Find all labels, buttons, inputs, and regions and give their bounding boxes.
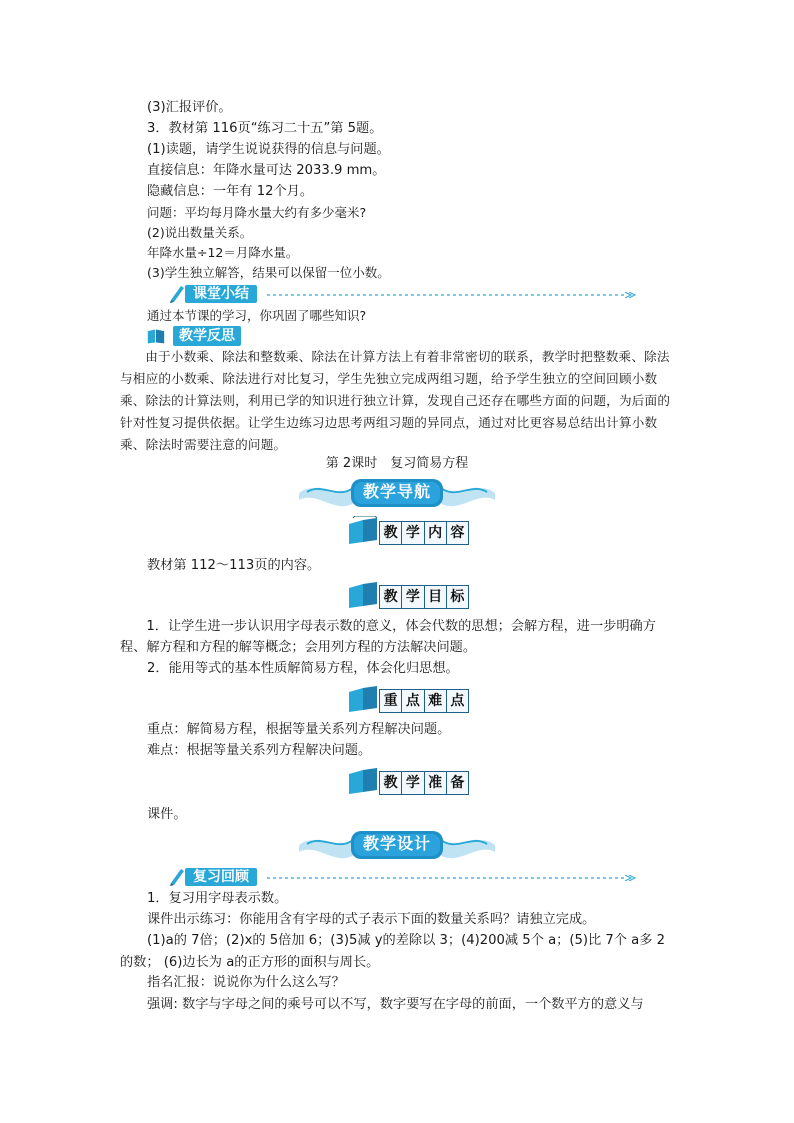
heading-box (379, 689, 469, 713)
key-point: 重点：解简易方程，根据等量关系列方程解决问题。 (147, 722, 451, 737)
heading-char: 目 (425, 586, 447, 608)
text-line: (1)读题，请学生说说获得的信息与问题。 (147, 142, 390, 157)
book-icon (347, 684, 381, 714)
heading-char: 内 (425, 522, 447, 544)
text-line: 直接信息：年降水量可达 2033.9 mm。 (147, 163, 386, 178)
review-item: 1．复习用字母表示数。 (147, 891, 288, 906)
text-line: 3．教材第 116页“练习二十五”第 5题。 (147, 121, 383, 136)
text-line: (3)学生独立解答，结果可以保留一位小数。 (147, 265, 390, 280)
ribbon-title: 教学导航 (362, 482, 431, 501)
book-icon (347, 580, 381, 610)
section-summary-header (147, 283, 647, 305)
ribbon-title: 教学设计 (362, 834, 431, 853)
heading-char: 教 (380, 522, 402, 544)
goal-item: 2．能用等式的基本性质解简易方程，体会化归思想。 (147, 661, 459, 676)
heading-char: 难 (425, 690, 447, 712)
heading-char: 点 (450, 693, 465, 709)
heading-char: 准 (425, 772, 447, 794)
heading-char: 学 (402, 522, 424, 544)
heading-char: 教 (380, 772, 402, 794)
review-item: 指名汇报：说说你为什么这么写？ (147, 975, 345, 990)
heading-box (379, 771, 469, 795)
review-exercises: (1)a的 7倍；(2)x的 5倍加 6；(3)5减 y的差除以 3；(4)200减 5个 a；(5)比 7个 a多 2的数； (6)边长为 a的正方形的面积与周长。 (120, 933, 666, 970)
content-text: 教材第 112～113页的内容。 (147, 558, 321, 573)
text-line: 隐藏信息：一年有 12个月。 (147, 184, 314, 199)
review-item: 强调: 数字与字母之间的乘号可以不写，数字要写在字母的前面，一个数平方的意义与 (147, 997, 644, 1012)
section-reflection-header (147, 326, 647, 348)
heading-char: 标 (450, 589, 465, 605)
section-title: 教学反思 (173, 326, 241, 346)
heading-box (379, 585, 469, 609)
lesson-title: 第 2课时 复习简易方程 (325, 456, 469, 471)
heading-char: 容 (450, 525, 465, 541)
goal-item: 1．让学生进一步认识用字母表示数的意义，体会代数的思想；会解方程，进一步明确方程、解方程和方程的解等概念；会用列方程的方法解决问题。 (120, 619, 656, 655)
heading-char: 学 (402, 586, 424, 608)
heading-box (379, 521, 469, 545)
reflection-paragraph: 由于小数乘、除法和整数乘、除法在计算方法上有着非常密切的联系，教学时把整数乘、除法与相应的小数乘、除法进行对比复习，学生先独立完成两组习题，给予学生独立的空间回顾小数乘、除法的计算法则，利用已学的知识进行独立计算，发现自己还存在哪些方面的问题，为后面的针对性复习提供依据。让学生边练习边思考两组习题的异同点，通过对比更容易总结出计算小数乘、除法时需要注意的问题。 (120, 349, 671, 452)
difficult-point: 难点：根据等量关系列方程解决问题。 (147, 743, 372, 758)
heading-char: 学 (402, 772, 424, 794)
text-line: 年降水量÷12＝月降水量。 (147, 245, 299, 260)
review-item: 课件出示练习：你能用含有字母的式子表示下面的数量关系吗？请独立完成。 (147, 912, 596, 927)
ribbon-banner-design (297, 828, 497, 862)
heading-char: 重 (380, 690, 402, 712)
text-line: 问题：平均每月降水量大约有多少毫米? (147, 205, 367, 220)
section-title: 课堂小结 (185, 285, 257, 303)
section-review-header (147, 866, 647, 888)
dotted-arrow (267, 875, 637, 881)
book-icon (147, 326, 165, 346)
ribbon-banner-nav (297, 476, 497, 510)
text-line: (2)说出数量关系。 (147, 225, 253, 240)
heading-char: 点 (402, 690, 424, 712)
prep-text: 课件。 (147, 807, 187, 822)
book-icon (347, 766, 381, 796)
text-line: (3)汇报评价。 (147, 100, 232, 115)
heading-char: 备 (450, 775, 465, 791)
section-title: 复习回顾 (185, 868, 257, 886)
book-icon (347, 516, 381, 546)
heading-char: 教 (380, 586, 402, 608)
dotted-arrow (267, 292, 637, 298)
summary-text: 通过本节课的学习，你巩固了哪些知识? (147, 308, 367, 323)
